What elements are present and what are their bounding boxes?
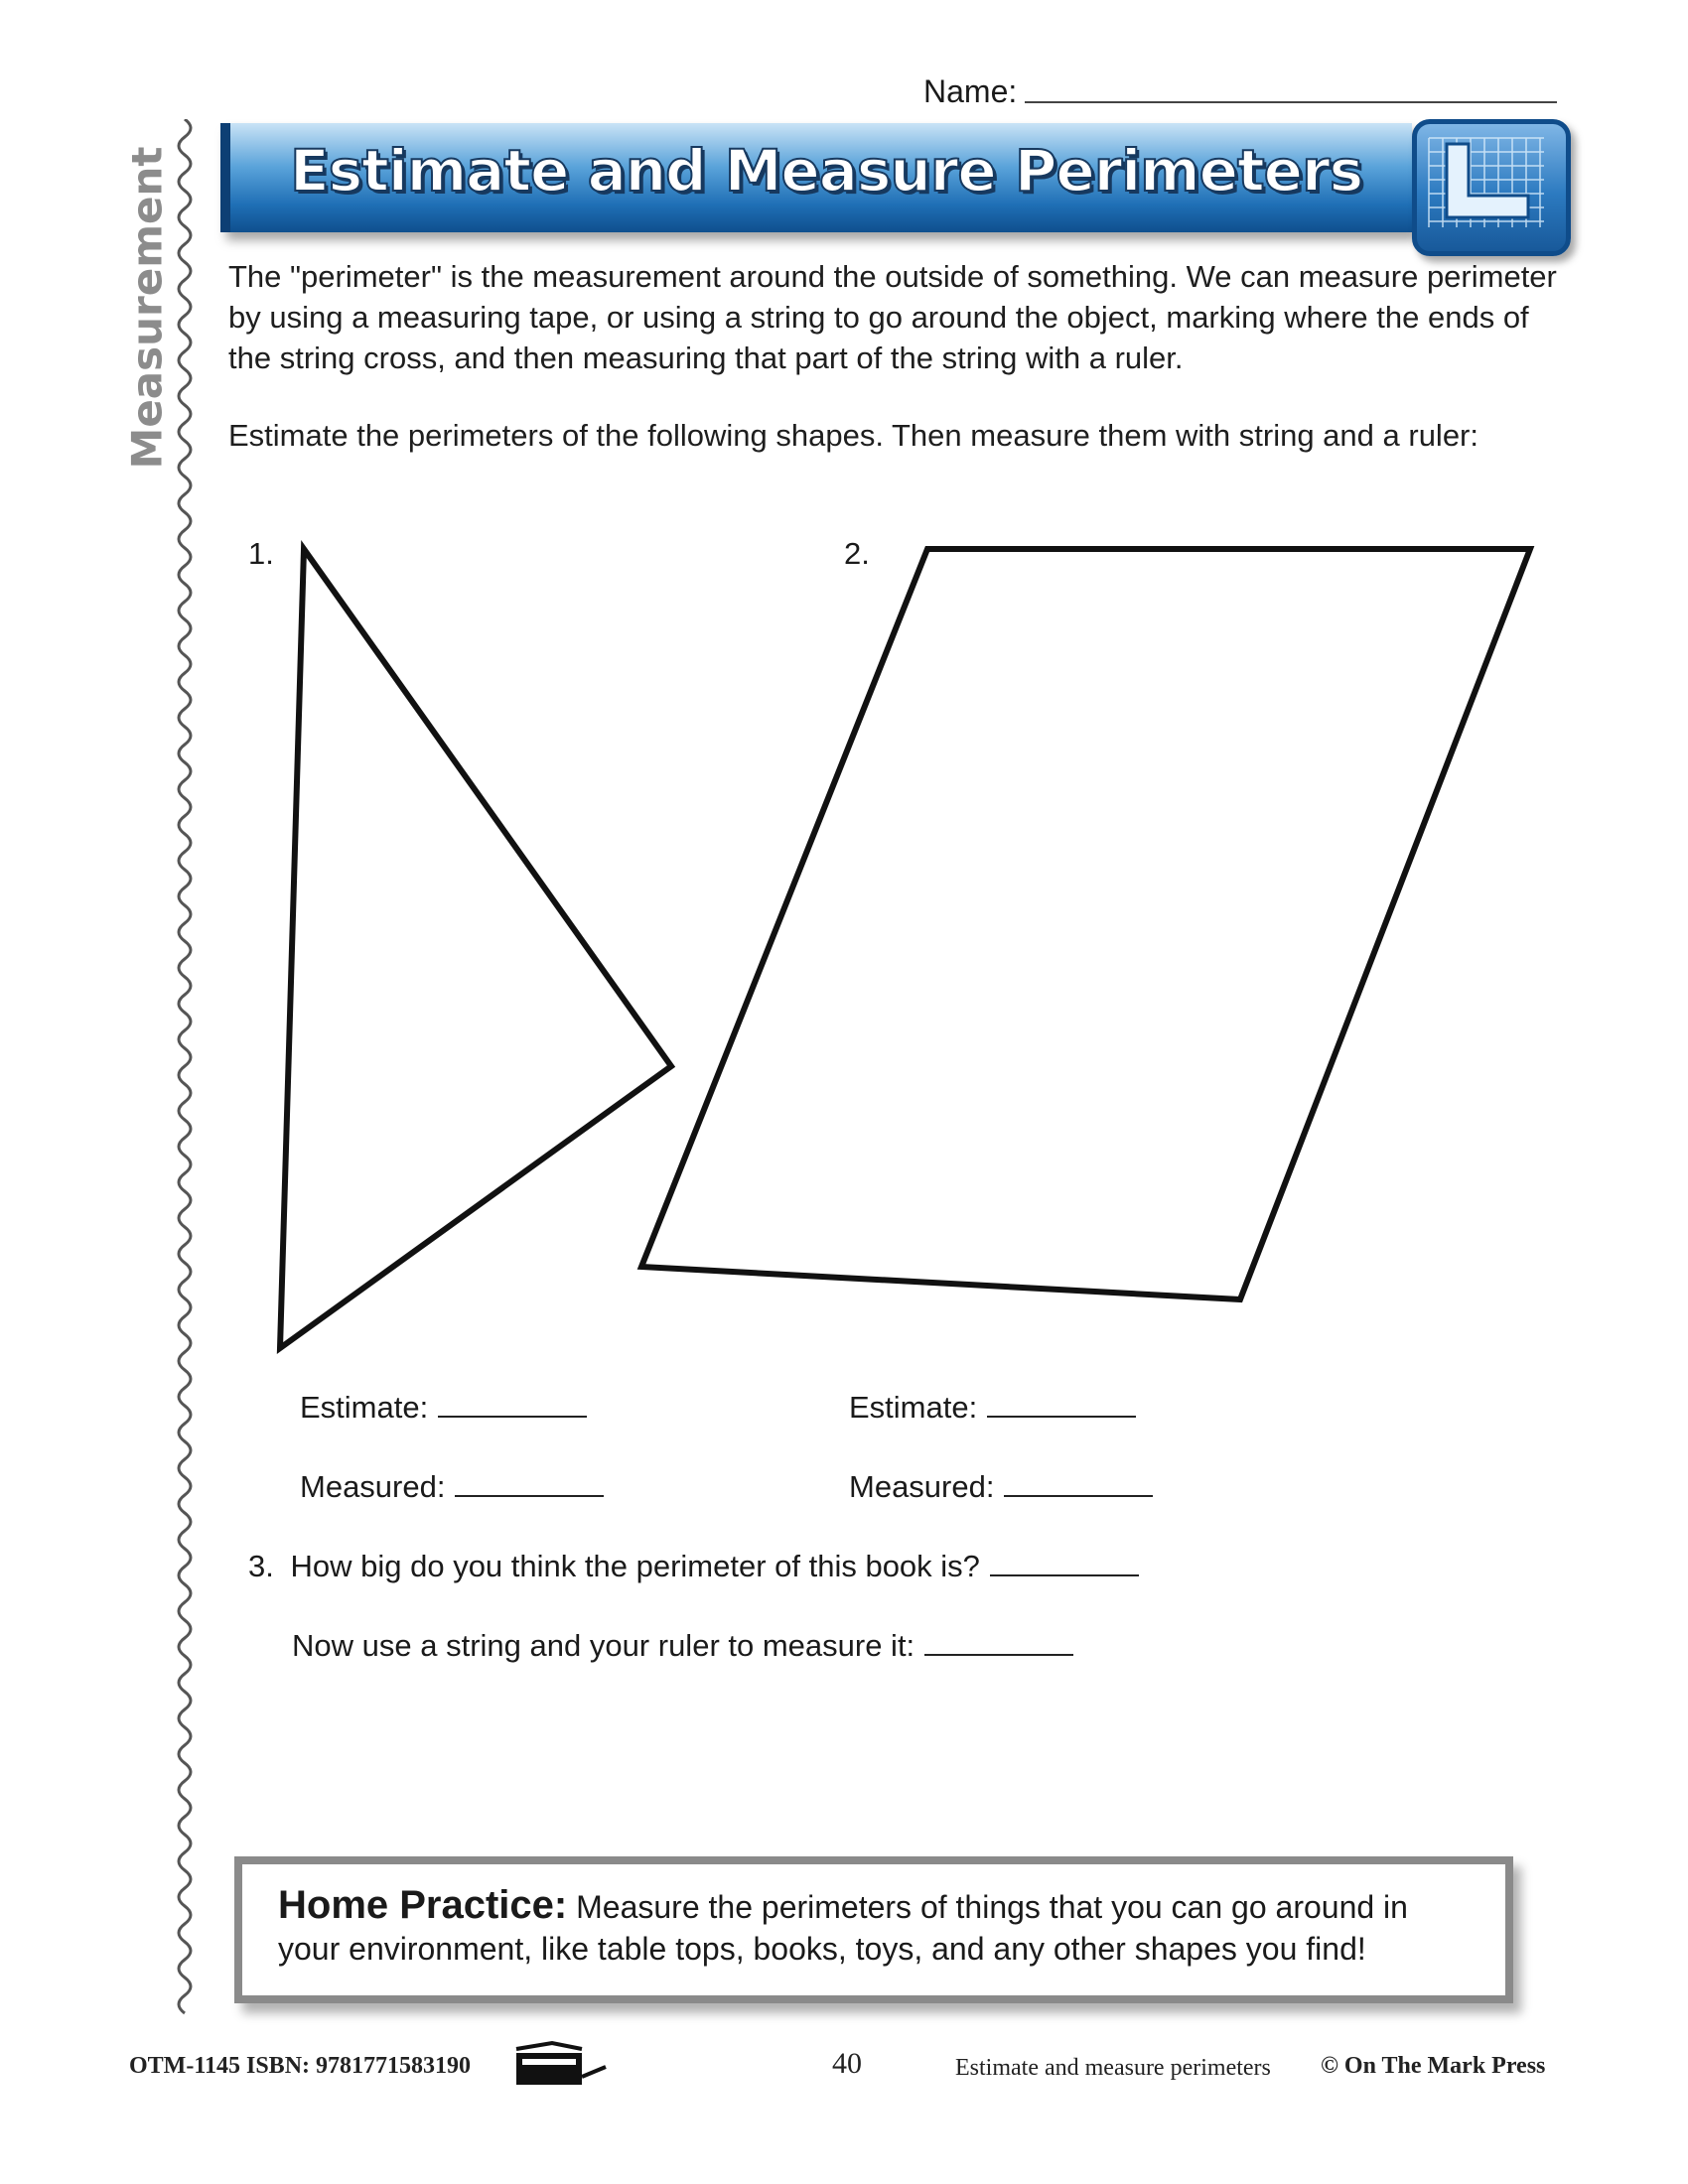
shape-2-number: 2.: [844, 536, 870, 571]
question-3-followup-text: Now use a string and your ruler to measure it:: [292, 1628, 915, 1663]
estimate-label: Estimate:: [849, 1390, 978, 1425]
measured-label: Measured:: [300, 1469, 446, 1504]
home-practice-box: [234, 1856, 1513, 2003]
question-3-blank[interactable]: [990, 1547, 1139, 1576]
triangle-shape: [280, 549, 671, 1348]
side-tab-label: Measurement: [122, 146, 172, 470]
home-practice-heading: Home Practice:: [278, 1883, 568, 1927]
question-3-text: How big do you think the perimeter of this book is?: [290, 1549, 980, 1583]
footer-code: OTM-1145 ISBN: 9781771583190: [129, 2053, 472, 2079]
shape-1-measured: [300, 1467, 604, 1505]
name-label: Name:: [923, 73, 1018, 109]
home-practice-text: Measure the perimeters of things that you can go around in your environment, like table tops, books, toys, and any other shapes you find!: [278, 1889, 1408, 1967]
shape-2-measured: [849, 1467, 1153, 1505]
question-3-followup: [292, 1626, 1073, 1664]
parallelogram-shape: [641, 549, 1530, 1299]
measured-blank[interactable]: [455, 1467, 604, 1497]
page-title: Estimate and Measure Perimeters: [290, 137, 1363, 205]
question-3-followup-blank[interactable]: [924, 1626, 1073, 1656]
footer-copyright: © On The Mark Press: [1321, 2053, 1546, 2079]
estimate-blank[interactable]: [987, 1388, 1136, 1418]
estimate-blank[interactable]: [438, 1388, 587, 1418]
photocopier-icon: [512, 2039, 612, 2089]
shape-1-estimate: [300, 1388, 587, 1426]
measured-label: Measured:: [849, 1469, 995, 1504]
footer-title: Estimate and measure perimeters: [955, 2055, 1271, 2081]
instruction-paragraph: Estimate the perimeters of the following shapes. Then measure them with string and a ruler:: [228, 418, 1478, 453]
page-number: 40: [832, 2047, 862, 2080]
question-3-number: 3.: [248, 1549, 274, 1583]
home-practice-content: [278, 1884, 1476, 1970]
estimate-label: Estimate:: [300, 1390, 429, 1425]
question-3: [248, 1547, 1139, 1584]
shape-2-estimate: [849, 1388, 1136, 1426]
shape-1-number: 1.: [248, 536, 274, 571]
intro-paragraph: The "perimeter" is the measurement around the outside of something. We can measure perimeter by using a measuring tape, or using a string to go around the object, marking where the ends of the string cross, and then measuring that part of the string with a ruler.: [228, 259, 1557, 375]
measured-blank[interactable]: [1004, 1467, 1153, 1497]
